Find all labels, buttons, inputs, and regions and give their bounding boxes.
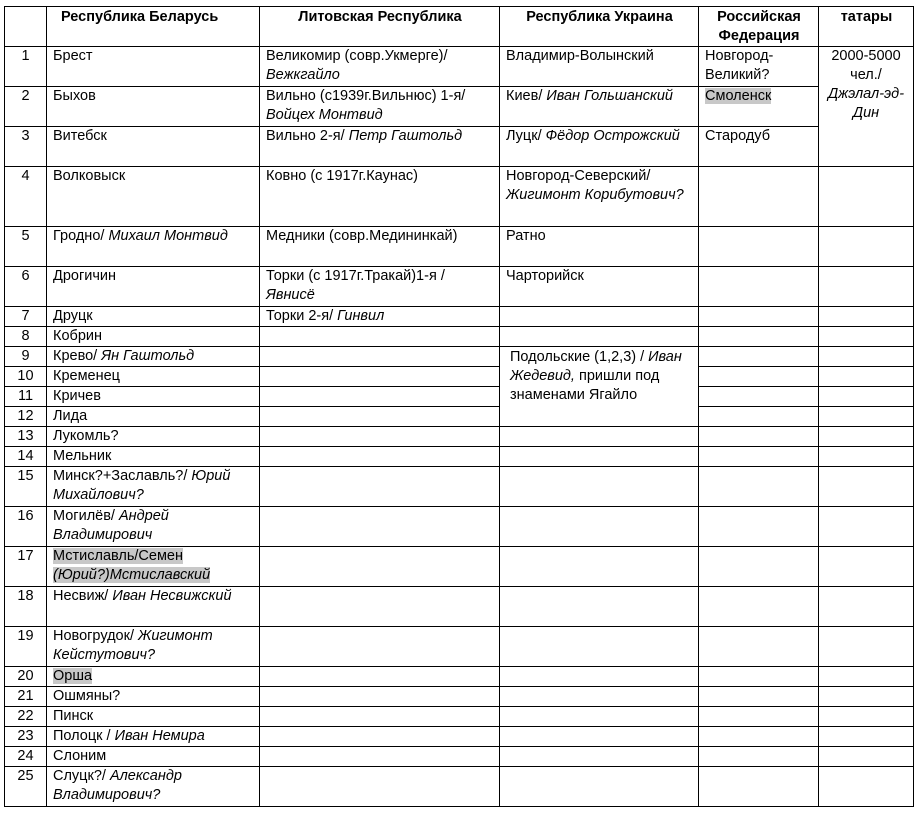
- cell-text: Ратно: [506, 228, 546, 244]
- cell-text: Медники (совр.Медининкай): [266, 228, 458, 244]
- cell-person: Гинвил: [337, 308, 385, 324]
- ukraine-cell: [500, 47, 699, 87]
- table-row: [5, 127, 914, 167]
- lithuania-cell: [260, 267, 500, 307]
- cell-person: Юрий Михайлович?: [53, 468, 231, 503]
- ukraine-cell-empty: [500, 667, 699, 687]
- podolia-note: пришли под знаменами Ягайло: [510, 368, 660, 403]
- ukraine-cell-empty: [500, 447, 699, 467]
- cell-text: Владимир-Волынский: [506, 48, 654, 64]
- ukraine-cell: [500, 167, 699, 227]
- russia-cell: [699, 87, 819, 127]
- table-row: [5, 767, 914, 807]
- tatars-cell: [819, 47, 914, 167]
- belarus-cell: [47, 387, 260, 407]
- header-number: [5, 7, 47, 47]
- cell-text: Чарторийск: [506, 268, 584, 284]
- belarus-cell: [47, 687, 260, 707]
- row-number: 11: [5, 387, 47, 407]
- tatars-cell-empty: [819, 687, 914, 707]
- ukraine-cell-empty: [500, 707, 699, 727]
- cell-person: Явнисё: [266, 287, 315, 303]
- row-number: 16: [5, 507, 47, 547]
- cell-text: Брест: [53, 48, 93, 64]
- row-number: 10: [5, 367, 47, 387]
- russia-cell: [699, 227, 819, 267]
- row-number: 3: [5, 127, 47, 167]
- cell-text: Слоним: [53, 748, 107, 764]
- row-number: 20: [5, 667, 47, 687]
- belarus-cell: [47, 667, 260, 687]
- belarus-cell: [47, 587, 260, 627]
- table-row: [5, 447, 914, 467]
- highlighted-person: (Юрий?)Мстиславский: [53, 567, 211, 583]
- russia-cell: [699, 307, 819, 327]
- russia-cell-empty: [699, 407, 819, 427]
- cell-text: Волковыск: [53, 168, 126, 184]
- header-lithuania: Литовская Республика: [260, 7, 500, 47]
- lithuania-cell-empty: [260, 767, 500, 807]
- russia-cell-empty: [699, 327, 819, 347]
- cell-person: Иван Гольшанский: [546, 88, 673, 104]
- belarus-cell: [47, 507, 260, 547]
- lithuania-cell-empty: [260, 707, 500, 727]
- tatars-cell-empty: [819, 587, 914, 627]
- row-number: 2: [5, 87, 47, 127]
- cell-text: Луцк/: [506, 128, 546, 144]
- cell-text: Слуцк?/: [53, 768, 110, 784]
- document-page: [4, 6, 914, 807]
- cell-person: Петр Гаштольд: [348, 128, 463, 144]
- row-number: 1: [5, 47, 47, 87]
- table-row: [5, 547, 914, 587]
- row-number: 8: [5, 327, 47, 347]
- tatars-cell-empty: [819, 327, 914, 347]
- cell-text: Гродно/: [53, 228, 109, 244]
- russia-cell: [699, 167, 819, 227]
- tatars-cell-empty: [819, 667, 914, 687]
- ukraine-cell-empty: [500, 327, 699, 347]
- tatars-cell-empty: [819, 767, 914, 807]
- cell-text: Витебск: [53, 128, 107, 144]
- lithuania-cell-empty: [260, 327, 500, 347]
- table-row: [5, 427, 914, 447]
- russia-cell-empty: [699, 447, 819, 467]
- lithuania-cell: [260, 307, 500, 327]
- principalities-table: [4, 6, 914, 807]
- belarus-cell: [47, 727, 260, 747]
- highlighted-text: Мстиславль/Семен: [53, 548, 183, 564]
- belarus-cell: [47, 267, 260, 307]
- russia-cell: [699, 267, 819, 307]
- lithuania-cell-empty: [260, 347, 500, 367]
- row-number: 5: [5, 227, 47, 267]
- belarus-cell: [47, 307, 260, 327]
- cell-person: Иван Несвижский: [112, 588, 232, 604]
- cell-text: Ошмяны?: [53, 688, 121, 704]
- tatars-cell-empty: [819, 427, 914, 447]
- tatars-cell-empty: [819, 167, 914, 227]
- tatars-cell-empty: [819, 627, 914, 667]
- belarus-cell: [47, 127, 260, 167]
- tatars-cell-empty: [819, 547, 914, 587]
- lithuania-cell: [260, 167, 500, 227]
- table-row: [5, 587, 914, 627]
- row-number: 12: [5, 407, 47, 427]
- table-row: [5, 667, 914, 687]
- row-number: 6: [5, 267, 47, 307]
- table-row: [5, 307, 914, 327]
- russia-cell-empty: [699, 347, 819, 367]
- belarus-cell: [47, 367, 260, 387]
- table-row: [5, 227, 914, 267]
- cell-person: Иван Немира: [114, 728, 205, 744]
- belarus-cell: [47, 627, 260, 667]
- belarus-cell: [47, 87, 260, 127]
- cell-text: Несвиж/: [53, 588, 113, 604]
- cell-person: Ян Гаштольд: [101, 348, 195, 364]
- cell-person: Фёдор Острожский: [545, 128, 680, 144]
- cell-text: Кобрин: [53, 328, 102, 344]
- tatars-cell-empty: [819, 747, 914, 767]
- russia-cell-empty: [699, 747, 819, 767]
- header-russia: Российская Федерация: [699, 7, 819, 47]
- ukraine-cell: [500, 227, 699, 267]
- cell-text: Новгород-Северский/: [506, 168, 651, 184]
- table-row: [5, 687, 914, 707]
- lithuania-cell-empty: [260, 547, 500, 587]
- tatars-cell-empty: [819, 387, 914, 407]
- russia-cell-empty: [699, 727, 819, 747]
- ukraine-cell-empty: [500, 627, 699, 667]
- ukraine-cell-empty: [500, 687, 699, 707]
- lithuania-cell: [260, 227, 500, 267]
- cell-person: Жигимонт Кейстутович?: [53, 628, 213, 663]
- table-row: [5, 387, 914, 407]
- tatars-cell-empty: [819, 507, 914, 547]
- ukraine-cell: [500, 127, 699, 167]
- lithuania-cell-empty: [260, 407, 500, 427]
- russia-cell: Стародуб: [699, 127, 819, 167]
- cell-text: Кричев: [53, 388, 101, 404]
- table-row: [5, 167, 914, 227]
- cell-text: Минск?+Заславль?/: [53, 468, 192, 484]
- russia-cell-empty: [699, 707, 819, 727]
- cell-text: Киев/: [506, 88, 547, 104]
- cell-text: Крево/: [53, 348, 102, 364]
- tatars-cell-empty: [819, 347, 914, 367]
- cell-text: Торки (с 1917г.Тракай)1-я /: [266, 268, 445, 284]
- russia-cell-empty: [699, 627, 819, 667]
- ukraine-cell-empty: [500, 727, 699, 747]
- table-row: [5, 407, 914, 427]
- header-ukraine: Республика Украина: [500, 7, 699, 47]
- table-row: [5, 347, 914, 367]
- row-number: 24: [5, 747, 47, 767]
- tatars-cell-empty: [819, 707, 914, 727]
- row-number: 19: [5, 627, 47, 667]
- lithuania-cell-empty: [260, 387, 500, 407]
- table-row: [5, 707, 914, 727]
- belarus-cell: [47, 327, 260, 347]
- lithuania-cell-empty: [260, 507, 500, 547]
- row-number: 25: [5, 767, 47, 807]
- russia-cell-empty: [699, 427, 819, 447]
- cell-text: Торки 2-я/: [266, 308, 338, 324]
- lithuania-cell-empty: [260, 667, 500, 687]
- russia-cell-empty: [699, 767, 819, 807]
- table-row: [5, 47, 914, 87]
- belarus-cell: [47, 427, 260, 447]
- ukraine-cell-empty: [500, 467, 699, 507]
- row-number: 17: [5, 547, 47, 587]
- table-row: [5, 267, 914, 307]
- row-number: 14: [5, 447, 47, 467]
- tatars-cell-empty: [819, 227, 914, 267]
- tatars-count: 2000-5000 чел./: [831, 48, 901, 83]
- belarus-cell: [47, 767, 260, 807]
- row-number: 7: [5, 307, 47, 327]
- belarus-cell: [47, 467, 260, 507]
- header-tatars: татары: [819, 7, 914, 47]
- russia-cell-empty: [699, 367, 819, 387]
- ukraine-cell-empty: [500, 747, 699, 767]
- cell-text: Великомир (совр.Укмерге)/: [266, 48, 448, 64]
- cell-text: Могилёв/: [53, 508, 119, 524]
- table-row: [5, 727, 914, 747]
- podolia-label: Подольские (1,2,3) /: [510, 349, 649, 365]
- russia-cell-empty: [699, 587, 819, 627]
- table-row: [5, 327, 914, 347]
- tatars-cell-empty: [819, 407, 914, 427]
- belarus-cell: [47, 747, 260, 767]
- ukraine-cell: [500, 87, 699, 127]
- row-number: 21: [5, 687, 47, 707]
- cell-person: Михаил Монтвид: [108, 228, 228, 244]
- russia-cell-empty: [699, 667, 819, 687]
- lithuania-cell-empty: [260, 467, 500, 507]
- cell-text: Ковно (с 1917г.Каунас): [266, 168, 418, 184]
- cell-text: Быхов: [53, 88, 96, 104]
- lithuania-cell-empty: [260, 587, 500, 627]
- lithuania-cell-empty: [260, 727, 500, 747]
- lithuania-cell-empty: [260, 447, 500, 467]
- table-row: [5, 747, 914, 767]
- table-row: [5, 467, 914, 507]
- lithuania-cell-empty: [260, 747, 500, 767]
- lithuania-cell: [260, 47, 500, 87]
- table-row: [5, 507, 914, 547]
- tatars-cell-empty: [819, 267, 914, 307]
- highlighted-text: Смоленск: [705, 88, 772, 104]
- cell-person: Жигимонт Корибутович?: [506, 187, 684, 203]
- lithuania-cell-empty: [260, 427, 500, 447]
- row-number: 13: [5, 427, 47, 447]
- belarus-cell: [47, 547, 260, 587]
- cell-person: Вежкгайло: [266, 67, 340, 83]
- belarus-cell: [47, 407, 260, 427]
- belarus-cell: [47, 167, 260, 227]
- podolia-text: [506, 347, 693, 405]
- row-number: 15: [5, 467, 47, 507]
- highlighted-text: Орша: [53, 668, 93, 684]
- cell-person: Войцех Монтвид: [266, 107, 383, 123]
- cell-text: Вильно (с1939г.Вильнюс) 1-я/: [266, 88, 466, 104]
- cell-text: Новогрудок/: [53, 628, 139, 644]
- row-number: 9: [5, 347, 47, 367]
- russia-cell-empty: [699, 507, 819, 547]
- row-number: 22: [5, 707, 47, 727]
- tatars-cell-empty: [819, 307, 914, 327]
- russia-cell-empty: [699, 687, 819, 707]
- podolia-cell: [500, 347, 699, 427]
- lithuania-cell: [260, 127, 500, 167]
- tatars-cell-empty: [819, 447, 914, 467]
- header-belarus: Республика Беларусь: [47, 7, 260, 47]
- ukraine-cell-empty: [500, 547, 699, 587]
- ukraine-cell-empty: [500, 767, 699, 807]
- lithuania-cell-empty: [260, 627, 500, 667]
- cell-text: Лида: [53, 408, 88, 424]
- cell-text: Мельник: [53, 448, 112, 464]
- cell-person: Александр Владимирович?: [53, 768, 182, 803]
- ukraine-cell: [500, 267, 699, 307]
- tatars-cell-empty: [819, 467, 914, 507]
- tatars-leader: Джэлал-эд-Дин: [827, 86, 905, 121]
- cell-text: Лукомль?: [53, 428, 119, 444]
- russia-cell-empty: [699, 387, 819, 407]
- row-number: 18: [5, 587, 47, 627]
- podolia-person: Иван Жедевид,: [510, 349, 682, 384]
- cell-text: Друцк: [53, 308, 93, 324]
- tatars-cell-empty: [819, 727, 914, 747]
- russia-cell: Новгород-Великий?: [699, 47, 819, 87]
- cell-text: Вильно 2-я/: [266, 128, 349, 144]
- cell-text: Дрогичин: [53, 268, 116, 284]
- ukraine-cell-empty: [500, 427, 699, 447]
- cell-text: Пинск: [53, 708, 94, 724]
- lithuania-cell-empty: [260, 687, 500, 707]
- ukraine-cell-empty: [500, 307, 699, 327]
- cell-text: Кременец: [53, 368, 120, 384]
- tatars-cell-empty: [819, 367, 914, 387]
- lithuania-cell-empty: [260, 367, 500, 387]
- header-row: [5, 7, 914, 47]
- row-number: 4: [5, 167, 47, 227]
- cell-text: Полоцк /: [53, 728, 115, 744]
- ukraine-cell-empty: [500, 587, 699, 627]
- belarus-cell: [47, 447, 260, 467]
- belarus-cell: [47, 347, 260, 367]
- russia-cell-empty: [699, 467, 819, 507]
- belarus-cell: [47, 707, 260, 727]
- table-row: [5, 367, 914, 387]
- lithuania-cell: [260, 87, 500, 127]
- cell-person: Андрей Владимирович: [53, 508, 169, 543]
- table-row: [5, 87, 914, 127]
- russia-cell-empty: [699, 547, 819, 587]
- row-number: 23: [5, 727, 47, 747]
- belarus-cell: [47, 227, 260, 267]
- ukraine-cell-empty: [500, 507, 699, 547]
- belarus-cell: [47, 47, 260, 87]
- table-row: [5, 627, 914, 667]
